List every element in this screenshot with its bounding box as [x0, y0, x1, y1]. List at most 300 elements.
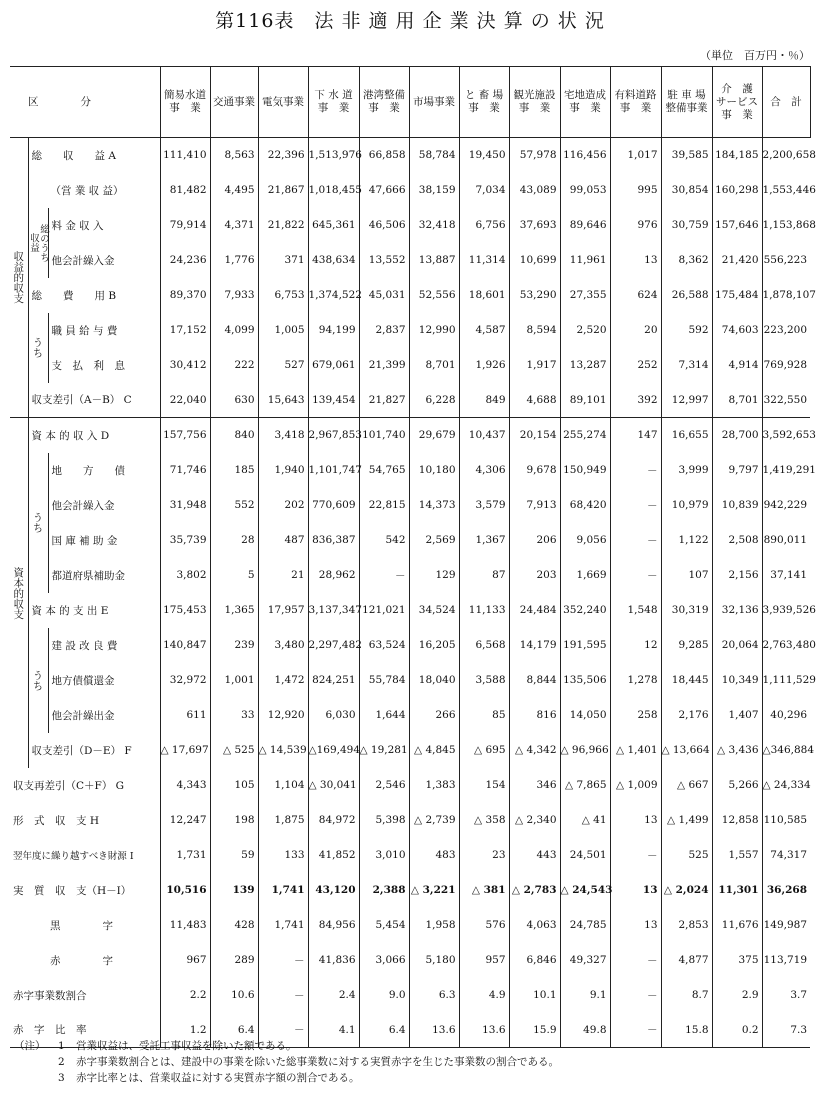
table-cell: 4,306 [459, 453, 509, 488]
table-cell: 149,987 [762, 908, 810, 943]
note-number: 1 [58, 1040, 65, 1052]
table-cell: △ 695 [459, 733, 509, 768]
row-label: 実 質 収 支（H－I） [13, 884, 132, 897]
table-cell: 1,731 [160, 838, 210, 873]
header-col: 港湾整備 事 業 [359, 67, 409, 138]
table-cell: － [610, 943, 661, 978]
table-cell: 22,396 [258, 138, 308, 173]
table-cell: 150,949 [560, 453, 610, 488]
table-cell: 89,646 [560, 208, 610, 243]
table-cell: 105 [210, 768, 258, 803]
note-item [14, 1054, 559, 1070]
table-cell: 392 [610, 383, 661, 418]
table-cell: 58,784 [409, 138, 459, 173]
table-cell: － [610, 1013, 661, 1048]
table-cell: 611 [160, 698, 210, 733]
table-cell: 57,978 [509, 138, 560, 173]
row-label: 資 本 的 収 入 D [31, 429, 110, 442]
table-cell: △ 30,041 [308, 768, 359, 803]
row-label: 収支再差引（C＋F） G [13, 779, 125, 792]
table-cell: 12,990 [409, 313, 459, 348]
table-cell: 147 [610, 418, 661, 453]
table-cell: 9,678 [509, 453, 560, 488]
table-cell: 22,040 [160, 383, 210, 418]
table-cell: 8,844 [509, 663, 560, 698]
table-cell: 43,120 [308, 873, 359, 908]
table-cell: 24,785 [560, 908, 610, 943]
table-cell: 12,247 [160, 803, 210, 838]
table-cell: 37,693 [509, 208, 560, 243]
table-cell: 2,837 [359, 313, 409, 348]
table-cell: 2,200,658 [762, 138, 810, 173]
table-cell: 10,699 [509, 243, 560, 278]
table-cell: 1,741 [258, 873, 308, 908]
table-cell: 995 [610, 173, 661, 208]
table-cell: 1,926 [459, 348, 509, 383]
table-cell: △ 96,966 [560, 733, 610, 768]
header-col: 合 計 [762, 67, 810, 138]
table-cell: 967 [160, 943, 210, 978]
table-cell: 5,180 [409, 943, 459, 978]
table-row [10, 943, 810, 978]
table-cell: 29,679 [409, 418, 459, 453]
table-cell: 34,524 [409, 593, 459, 628]
note-text: 赤字比率とは、営業収益に対する実質赤字額の割合である。 [76, 1072, 360, 1084]
header-col: 観光施設 事 業 [509, 67, 560, 138]
table-cell: 2.9 [712, 978, 762, 1013]
table-cell: 2.2 [160, 978, 210, 1013]
table-cell: 576 [459, 908, 509, 943]
table-cell: 2.4 [308, 978, 359, 1013]
table-cell: 2,388 [359, 873, 409, 908]
table-cell: 428 [210, 908, 258, 943]
header-col: 電気事業 [258, 67, 308, 138]
table-cell: 121,021 [359, 593, 409, 628]
table-cell: 4,688 [509, 383, 560, 418]
table-row [10, 173, 810, 208]
table-cell: 74,317 [762, 838, 810, 873]
table-cell: 35,739 [160, 523, 210, 558]
table-cell: 12,920 [258, 698, 308, 733]
table-cell: － [359, 558, 409, 593]
table-cell: 6,030 [308, 698, 359, 733]
table-cell: 840 [210, 418, 258, 453]
table-cell: 46,506 [359, 208, 409, 243]
table-cell: 3,999 [661, 453, 712, 488]
table-cell: △ 19,281 [359, 733, 409, 768]
table-cell: △ 1,499 [661, 803, 712, 838]
row-label: 他会計繰入金 [48, 243, 160, 278]
table-cell: 116,456 [560, 138, 610, 173]
row-label: 国 庫 補 助 金 [48, 523, 160, 558]
row-label: 職 員 給 与 費 [48, 313, 160, 348]
table-cell: － [610, 838, 661, 873]
table-cell: 6.4 [210, 1013, 258, 1048]
table-cell: 32,418 [409, 208, 459, 243]
group-label-uchi: うち [31, 512, 44, 533]
table-row [10, 663, 810, 698]
row-label: 料 金 収 入 [48, 208, 160, 243]
table-cell: 6,568 [459, 628, 509, 663]
table-cell: 18,601 [459, 278, 509, 313]
table-cell: 4,099 [210, 313, 258, 348]
table-cell: － [610, 453, 661, 488]
table-row [10, 383, 810, 418]
table-cell: 13 [610, 873, 661, 908]
table-cell: 976 [610, 208, 661, 243]
table-row [10, 873, 810, 908]
table-cell: 20,154 [509, 418, 560, 453]
table-row [10, 733, 810, 768]
table-cell: 32,972 [160, 663, 210, 698]
table-cell: 99,053 [560, 173, 610, 208]
table-cell: 33 [210, 698, 258, 733]
row-label: 支 払 利 息 [48, 348, 160, 383]
table-cell: 41,836 [308, 943, 359, 978]
table-cell: 2,520 [560, 313, 610, 348]
table-cell: 15.8 [661, 1013, 712, 1048]
table-cell: 5 [210, 558, 258, 593]
table-cell: － [258, 1013, 308, 1048]
table-cell: 21,420 [712, 243, 762, 278]
table-cell: 27,355 [560, 278, 610, 313]
table-cell: 206 [509, 523, 560, 558]
table-cell: 942,229 [762, 488, 810, 523]
group-label-capital: 資本的収支 [10, 418, 28, 768]
table-cell: 30,319 [661, 593, 712, 628]
table-cell: 30,854 [661, 173, 712, 208]
table-cell: 3,137,347 [308, 593, 359, 628]
table-cell: 37,141 [762, 558, 810, 593]
table-cell: 10,516 [160, 873, 210, 908]
table-cell: 9.0 [359, 978, 409, 1013]
table-cell: 49,327 [560, 943, 610, 978]
table-cell: 1,741 [258, 908, 308, 943]
table-cell: △ 2,024 [661, 873, 712, 908]
table-cell: 45,031 [359, 278, 409, 313]
table-cell: 289 [210, 943, 258, 978]
table-cell: 68,420 [560, 488, 610, 523]
table-cell: 111,410 [160, 138, 210, 173]
table-cell: 352,240 [560, 593, 610, 628]
table-cell: 30,412 [160, 348, 210, 383]
row-label: 収支差引（D－E） F [31, 744, 132, 757]
table-cell: 1,553,446 [762, 173, 810, 208]
table-cell: 824,251 [308, 663, 359, 698]
row-label: 都道府県補助金 [48, 558, 160, 593]
table-cell: 2,967,853 [308, 418, 359, 453]
table-cell: △ 525 [210, 733, 258, 768]
table-cell: 3,010 [359, 838, 409, 873]
table-cell: 87 [459, 558, 509, 593]
table-cell: 1,001 [210, 663, 258, 698]
row-label: 赤 字 [50, 954, 113, 967]
note-item [14, 1038, 559, 1054]
table-cell: 11,483 [160, 908, 210, 943]
row-label: 黒 字 [50, 919, 113, 932]
table-row [10, 593, 810, 628]
table-cell: 55,784 [359, 663, 409, 698]
table-cell: 1,557 [712, 838, 762, 873]
table-cell: 13,887 [409, 243, 459, 278]
table-cell: 2,176 [661, 698, 712, 733]
table-row [10, 978, 810, 1013]
table-cell: 630 [210, 383, 258, 418]
table-cell: 107 [661, 558, 712, 593]
table-cell: 3,579 [459, 488, 509, 523]
table-cell: △ 14,539 [258, 733, 308, 768]
table-cell: 18,445 [661, 663, 712, 698]
table-cell: 7,314 [661, 348, 712, 383]
table-cell: 1,153,868 [762, 208, 810, 243]
table-cell: 135,506 [560, 663, 610, 698]
table-row [10, 348, 810, 383]
table-cell: 28,700 [712, 418, 762, 453]
header-col: 市場事業 [409, 67, 459, 138]
table-cell: 1,472 [258, 663, 308, 698]
table-cell: 679,061 [308, 348, 359, 383]
table-cell: 10.1 [509, 978, 560, 1013]
table-row [10, 768, 810, 803]
table-cell: 139,454 [308, 383, 359, 418]
table-cell: 14,373 [409, 488, 459, 523]
table-cell: 22,815 [359, 488, 409, 523]
table-row [10, 698, 810, 733]
header-row [10, 67, 810, 138]
header-col: 有料道路 事 業 [610, 67, 661, 138]
table-cell: 4,877 [661, 943, 712, 978]
table-cell: 110,585 [762, 803, 810, 838]
table-row [10, 453, 810, 488]
row-label: （営 業 収 益） [50, 184, 124, 197]
header-col: と 畜 場 事 業 [459, 67, 509, 138]
table-cell: － [610, 488, 661, 523]
table-cell: 7,913 [509, 488, 560, 523]
table-cell: 1,419,291 [762, 453, 810, 488]
table-cell: 23 [459, 838, 509, 873]
table-cell: 7.3 [762, 1013, 810, 1048]
group-label-uchi: うち [31, 669, 44, 691]
table-cell: 21 [258, 558, 308, 593]
table-cell: 1,122 [661, 523, 712, 558]
table-row [10, 838, 810, 873]
table-cell: － [258, 943, 308, 978]
table-cell: 957 [459, 943, 509, 978]
table-cell: 47,666 [359, 173, 409, 208]
table-cell: 13.6 [459, 1013, 509, 1048]
table-cell: － [610, 558, 661, 593]
table-row [10, 208, 810, 243]
table-cell: 0.2 [712, 1013, 762, 1048]
note-item [14, 1070, 559, 1086]
table-cell: 13 [610, 803, 661, 838]
table-cell: 28 [210, 523, 258, 558]
table-cell: 20 [610, 313, 661, 348]
table-cell: 160,298 [712, 173, 762, 208]
table-cell: 3,802 [160, 558, 210, 593]
table-cell: 2,763,480 [762, 628, 810, 663]
table-cell: 3,588 [459, 663, 509, 698]
row-label: 他会計繰入金 [48, 488, 160, 523]
table-cell: 2,546 [359, 768, 409, 803]
table-cell: 1,018,455 [308, 173, 359, 208]
table-cell: 346 [509, 768, 560, 803]
table-cell: 79,914 [160, 208, 210, 243]
table-cell: 20,064 [712, 628, 762, 663]
table-cell: 438,634 [308, 243, 359, 278]
table-cell: 129 [409, 558, 459, 593]
table-cell: － [610, 978, 661, 1013]
table-cell: 43,089 [509, 173, 560, 208]
header-col: 交通事業 [210, 67, 258, 138]
table-cell: 14,050 [560, 698, 610, 733]
table-cell: 13,552 [359, 243, 409, 278]
table-cell: 203 [509, 558, 560, 593]
header-col: 下 水 道 事 業 [308, 67, 359, 138]
table-cell: 11,676 [712, 908, 762, 943]
row-label: 収支差引（A－B） C [31, 394, 132, 407]
table-cell: △ 4,342 [509, 733, 560, 768]
table-cell: 542 [359, 523, 409, 558]
table-cell: 89,101 [560, 383, 610, 418]
table-cell: 1,383 [409, 768, 459, 803]
table-cell: 255,274 [560, 418, 610, 453]
table-cell: 527 [258, 348, 308, 383]
table-cell: 1,917 [509, 348, 560, 383]
header-col: 介 護 サービス 事 業 [712, 67, 762, 138]
table-cell: 483 [409, 838, 459, 873]
table-cell: 816 [509, 698, 560, 733]
table-cell: 40,296 [762, 698, 810, 733]
table-cell: 322,550 [762, 383, 810, 418]
table-cell: △346,884 [762, 733, 810, 768]
table-cell: 592 [661, 313, 712, 348]
table-cell: 24,236 [160, 243, 210, 278]
table-cell: 139 [210, 873, 258, 908]
table-cell: 191,595 [560, 628, 610, 663]
table-cell: 7,933 [210, 278, 258, 313]
table-cell: 198 [210, 803, 258, 838]
table-cell: 30,759 [661, 208, 712, 243]
table-cell: 1,101,747 [308, 453, 359, 488]
table-cell: 1,875 [258, 803, 308, 838]
table-cell: 94,199 [308, 313, 359, 348]
table-cell: 3.7 [762, 978, 810, 1013]
table-cell: 26,588 [661, 278, 712, 313]
table-cell: △ 2,783 [509, 873, 560, 908]
table-cell: 16,205 [409, 628, 459, 663]
header-col: 宅地造成 事 業 [560, 67, 610, 138]
table-cell: 84,956 [308, 908, 359, 943]
settlement-table [10, 66, 816, 1048]
table-cell: 1,669 [560, 558, 610, 593]
table-cell: 6,753 [258, 278, 308, 313]
table-cell: 8,594 [509, 313, 560, 348]
table-cell: 84,972 [308, 803, 359, 838]
table-cell: 13 [610, 908, 661, 943]
table-cell: 8.7 [661, 978, 712, 1013]
row-label: 地 方 債 [48, 453, 160, 488]
table-cell: 1,367 [459, 523, 509, 558]
table-cell: 21,827 [359, 383, 409, 418]
table-cell: 1,365 [210, 593, 258, 628]
row-label: 赤字事業数割合 [13, 989, 87, 1002]
header-col: 駐 車 場 整備事業 [661, 67, 712, 138]
table-cell: 11,961 [560, 243, 610, 278]
table-cell: 5,398 [359, 803, 409, 838]
table-row [10, 418, 810, 453]
table-cell: 1,005 [258, 313, 308, 348]
table-cell: 10,979 [661, 488, 712, 523]
table-cell: 1,548 [610, 593, 661, 628]
table-cell: 1,374,522 [308, 278, 359, 313]
table-cell: △ 41 [560, 803, 610, 838]
table-cell: 185 [210, 453, 258, 488]
table-body [10, 138, 816, 1048]
table-cell: △ 1,401 [610, 733, 661, 768]
note-number: 3 [58, 1072, 65, 1084]
table-cell: 10,180 [409, 453, 459, 488]
table-row [10, 278, 810, 313]
table-cell: 6,846 [509, 943, 560, 978]
row-label: 総 収 益 A [31, 149, 116, 162]
table-cell: 133 [258, 838, 308, 873]
header-col: 簡易水道 事 業 [160, 67, 210, 138]
table-cell: 10.6 [210, 978, 258, 1013]
table-cell: 4,371 [210, 208, 258, 243]
table-cell: 17,957 [258, 593, 308, 628]
table-cell: 3,418 [258, 418, 308, 453]
table-cell: 2,853 [661, 908, 712, 943]
table-cell: 38,159 [409, 173, 459, 208]
table-cell: 8,563 [210, 138, 258, 173]
table-cell: 1.2 [160, 1013, 210, 1048]
table-cell: 74,603 [712, 313, 762, 348]
table-cell: 4,063 [509, 908, 560, 943]
note-text: 営業収益は、受託工事収益を除いた額である。 [76, 1040, 297, 1052]
table-cell: 1,940 [258, 453, 308, 488]
unit-label: （単位 百万円・％） [700, 49, 810, 62]
table-cell: 222 [210, 348, 258, 383]
table-cell: 1,513,976 [308, 138, 359, 173]
table-cell: 54,765 [359, 453, 409, 488]
row-label: 他会計繰出金 [48, 698, 160, 733]
row-label: 資 本 的 支 出 E [31, 604, 109, 617]
table-cell: 266 [409, 698, 459, 733]
table-cell: 1,017 [610, 138, 661, 173]
table-cell: 2,569 [409, 523, 459, 558]
group-label-uchi-revenue: 総のうち 収益 [28, 223, 49, 262]
table-cell: 4.1 [308, 1013, 359, 1048]
table-cell: 4,587 [459, 313, 509, 348]
table-cell: 157,646 [712, 208, 762, 243]
table-cell: 849 [459, 383, 509, 418]
table-cell: △169,494 [308, 733, 359, 768]
table-cell: 552 [210, 488, 258, 523]
table-cell: 21,399 [359, 348, 409, 383]
table-cell: 59 [210, 838, 258, 873]
table-cell: 52,556 [409, 278, 459, 313]
table-cell: 16,655 [661, 418, 712, 453]
table-cell: △ 381 [459, 873, 509, 908]
table-cell: 10,437 [459, 418, 509, 453]
header-kubun: 区 分 [10, 67, 160, 138]
table-row [10, 908, 810, 943]
table-cell: 31,948 [160, 488, 210, 523]
table-cell: 175,453 [160, 593, 210, 628]
table-cell: △ 7,865 [560, 768, 610, 803]
table-cell: △ 3,221 [409, 873, 459, 908]
